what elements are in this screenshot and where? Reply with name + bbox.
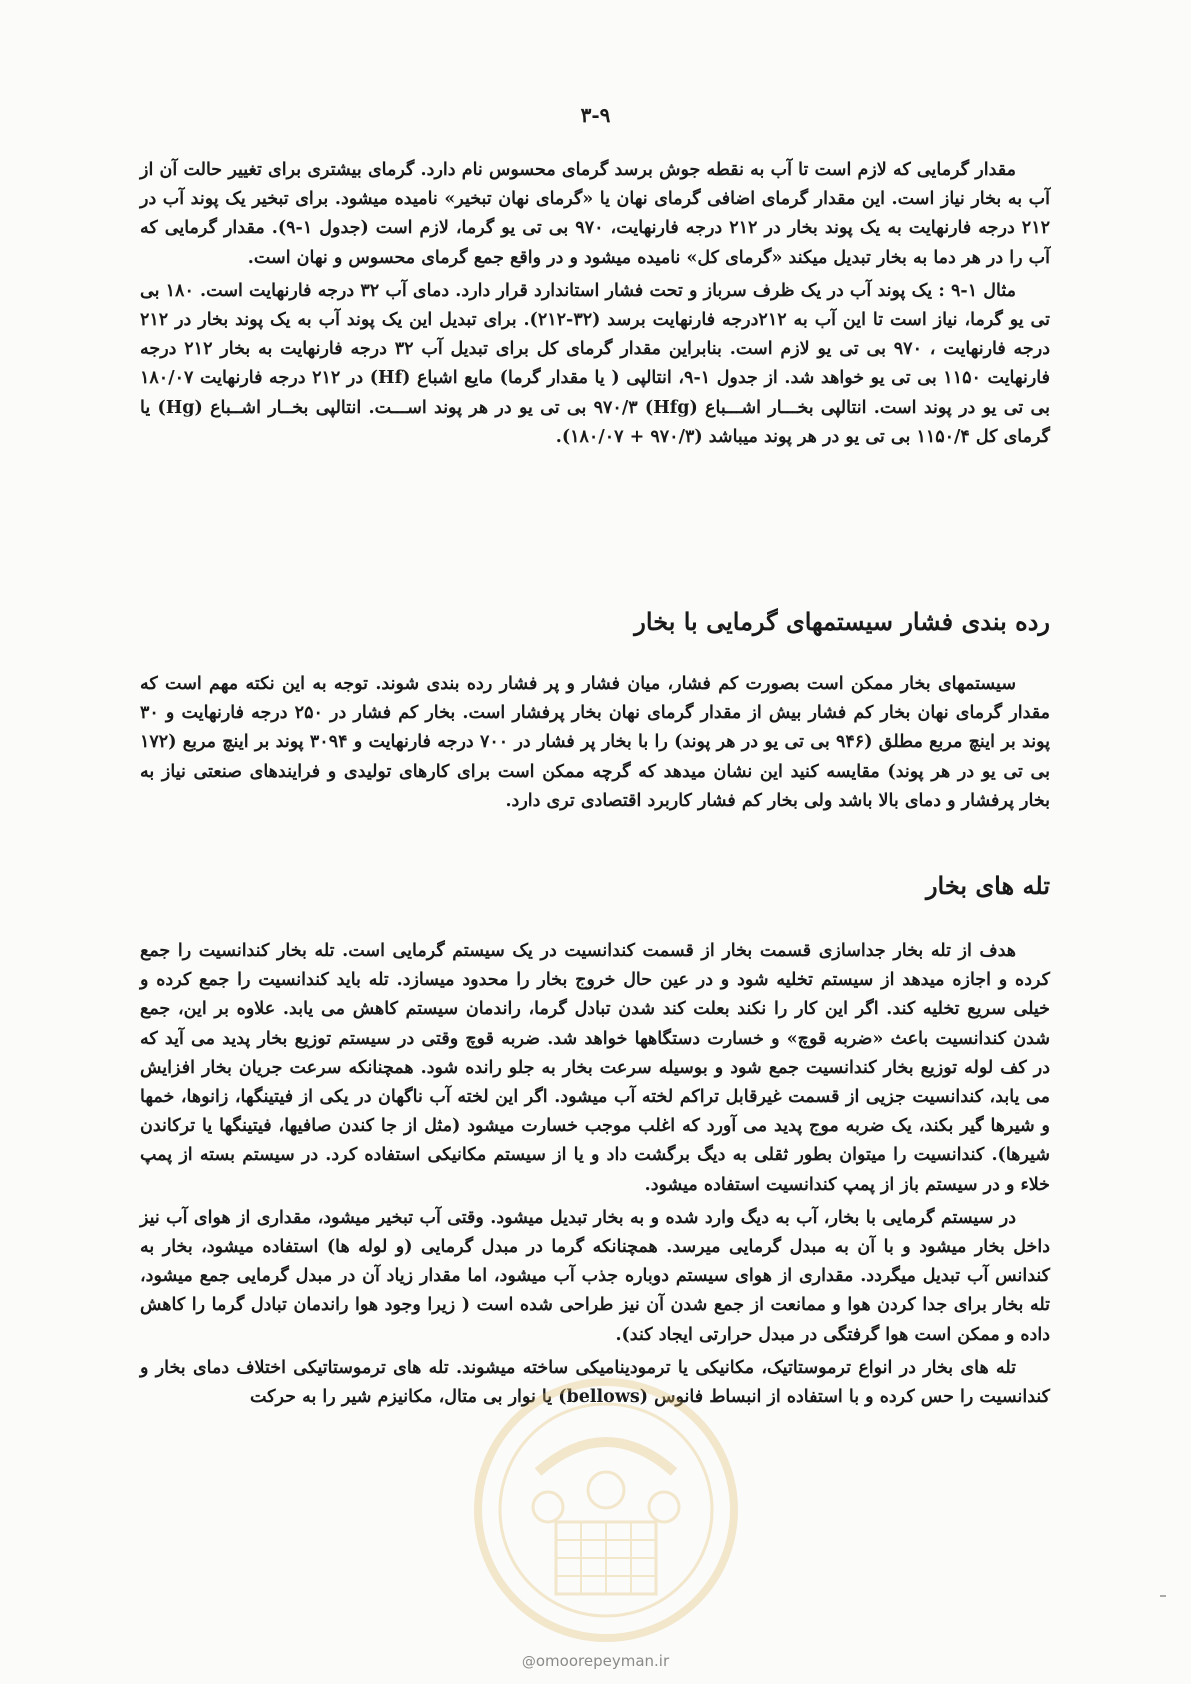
page-number: ۳-۹	[580, 103, 611, 127]
paragraph-pressure-classification: سیستمهای بخار ممکن است بصورت کم فشار، میان فشار و پر فشار رده بندی شوند. توجه به این نکته مهم است که مقدار گرمای نهان بخار کم فشار بیش از مقدار گرمای نهان بخار پرفشار است. بخار کم فشار در ۲۵۰ درجه فارنهایت و ۳۰ پوند بر اینچ مربع مطلق (۹۴۶ بی تی یو در هر پوند) را با بخار پر فشار در ۷۰۰ درجه فارنهایت و ۳۰۹۴ پوند بر اینچ مربع (۱۷۲ بی تی یو در هر پوند) مقایسه کنید این نشان میدهد که گرچه ممکن است برای کارهای تولیدی و فرایندهای صنعتی نیاز به بخار پرفشار و دمای بالا باشد ولی بخار کم فشار کاربرد اقتصادی تری دارد.	[140, 674, 1050, 811]
paragraph-example-1-9: مثال ۱-۹ : یک پوند آب در یک ظرف سرباز و تحت فشار استاندارد قرار دارد. دمای آب ۳۲ درجه فارنهایت است. ۱۸۰ بی تی یو گرما، نیاز است تا این آب به ۲۱۲درجه فارنهایت برسد (۳۲-۲۱۲). برای تبدیل این یک پوند آب به یک پوند بخار در ۲۱۲ درجه فارنهایت ، ۹۷۰ بی تی یو لازم است. بنابراین مقدار گرمای کل برای تبدیل آب ۳۲ درجه فارنهایت به بخار ۲۱۲ درجه فارنهایت ۱۱۵۰ بی تی یو خواهد شد. از جدول ۱-۹، انتالپی ( یا مقدار گرما) مایع اشباع (Hf) در ۲۱۲ درجه فارنهایت ۱۸۰/۰۷ بی تی یو در پوند است. انتالپی بخـــار اشـــباع (Hfg) ۹۷۰/۳ بی تی یو در هر پوند اســـت. انتالپی بخــار اشــباع (Hg) یا گرمای کل ۱۱۵۰/۴ بی تی یو در هر پوند میباشد (۹۷۰/۳ + ۱۸۰/۰۷).	[140, 280, 1050, 447]
at-icon: @	[521, 1654, 536, 1670]
section-steam-traps	[140, 937, 1050, 1412]
footer-website	[0, 1652, 1191, 1670]
paragraph-air-in-system: در سیستم گرمایی با بخار، آب به دیگ وارد شده و به بخار تبدیل میشود. وقتی آب تبخیر میشود، مقداری از هوای آب نیز داخل بخار میشود و با آن به مبدل گرمایی میرسد. همچنانکه گرما در مبدل گرمایی (و لوله ها) استفاده میشود، بخار به کندانس آب تبدیل میگردد. مقداری از هوای سیستم دوباره جذب آب میشود، اما مقدار زیاد آن در مبدل گرمایی جمع میشود، تله بخار برای جدا کردن هوا و ممانعت از جمع شدن آن نیز طراحی شده است ( زیرا وجود هوا راندمان تبادل گرما را کاهش داده و ممکن است هوا گرفتگی در مبدل حرارتی ایجاد کند).	[140, 1207, 1050, 1345]
omoore-peyman-seal-icon	[468, 1372, 744, 1648]
paragraph-latent-heat: مقدار گرمایی که لازم است تا آب به نقطه جوش برسد گرمای محسوس نام دارد. گرمای بیشتری برای تغییر حالت آن از آب به بخار نیاز است. این مقدار گرمای اضافی گرمای نهان یا «گرمای نهان تبخیر» نامیده میشود. برای تبخیر یک پوند آب در ۲۱۲ درجه فارنهایت به یک پوند بخار در ۲۱۲ درجه فارنهایت، ۹۷۰ بی تی یو گرما، لازم است (جدول ۱-۹). مقدار گرمایی که آب را در هر دما به بخار تبدیل میکند «گرمای کل» نامیده میشود و در واقع جمع گرمای محسوس و نهان است.	[140, 160, 1050, 268]
section-sensible-latent-heat	[140, 156, 1050, 452]
footer-url-text: omoorepeyman.ir	[535, 1652, 670, 1670]
paragraph-steam-trap-purpose: هدف از تله بخار جداسازی قسمت بخار از قسمت کندانسیت در یک سیستم گرمایی است. تله بخار کندانسیت را جمع کرده و اجازه میدهد از سیستم تخلیه شود و در عین حال خروج بخار را محدود میسازد. تله باید کندانسیت را جمع کرده و خیلی سریع تخلیه کند. اگر این کار را نکند بعلت کند شدن تبادل گرما، راندمان سیستم کاهش می یابد. علاوه بر این، جمع شدن کندانسیت باعث «ضربه قوچ» و خسارت دستگاهها خواهد شد. ضربه قوچ وقتی در سیستم توزیع بخار پدید می آید که در کف لوله توزیع بخار کندانسیت جمع شود و بوسیله سرعت بخار به جلو رانده شود. همچنانکه سرعت جریان بخار افزایش می یابد، کندانسیت جزیی از قسمت غیرقابل تراکم لخته آب میشود. اگر این لخته آب ناگهان در یکی از فیتینگها، زانوها، خمها و شیرها گیر بکند، یک ضربه موج پدید می آورد که اغلب موجب خسارت میشود (مثل از جا کندن صافیها، فیتینگها یا ترکاندن شیرها). کندانسیت را میتوان بطور ثقلی به دیگ برگشت داد و یا از سیستم مکانیکی استفاده کرد. در سیستم بسته از پمپ خلاء و در سیستم باز از پمپ کندانسیت استفاده میشود.	[140, 941, 1050, 1195]
section-pressure-classification	[140, 670, 1050, 816]
heading-steam-traps: تله های بخار	[925, 871, 1050, 900]
heading-pressure-classification: رده بندی فشار سیستمهای گرمایی با بخار	[634, 607, 1050, 636]
paragraph-trap-types: تله های بخار در انواع ترموستاتیک، مکانیکی یا ترمودینامیکی ساخته میشوند. تله های ترموستاتیکی اختلاف دمای بخار و کندانسیت را حس کرده و با استفاده از انبساط فانوس (bellows) یا نوار بی متال، مکانیزم شیر را به حرکت	[140, 1357, 1050, 1408]
scan-mark	[1160, 1595, 1166, 1597]
